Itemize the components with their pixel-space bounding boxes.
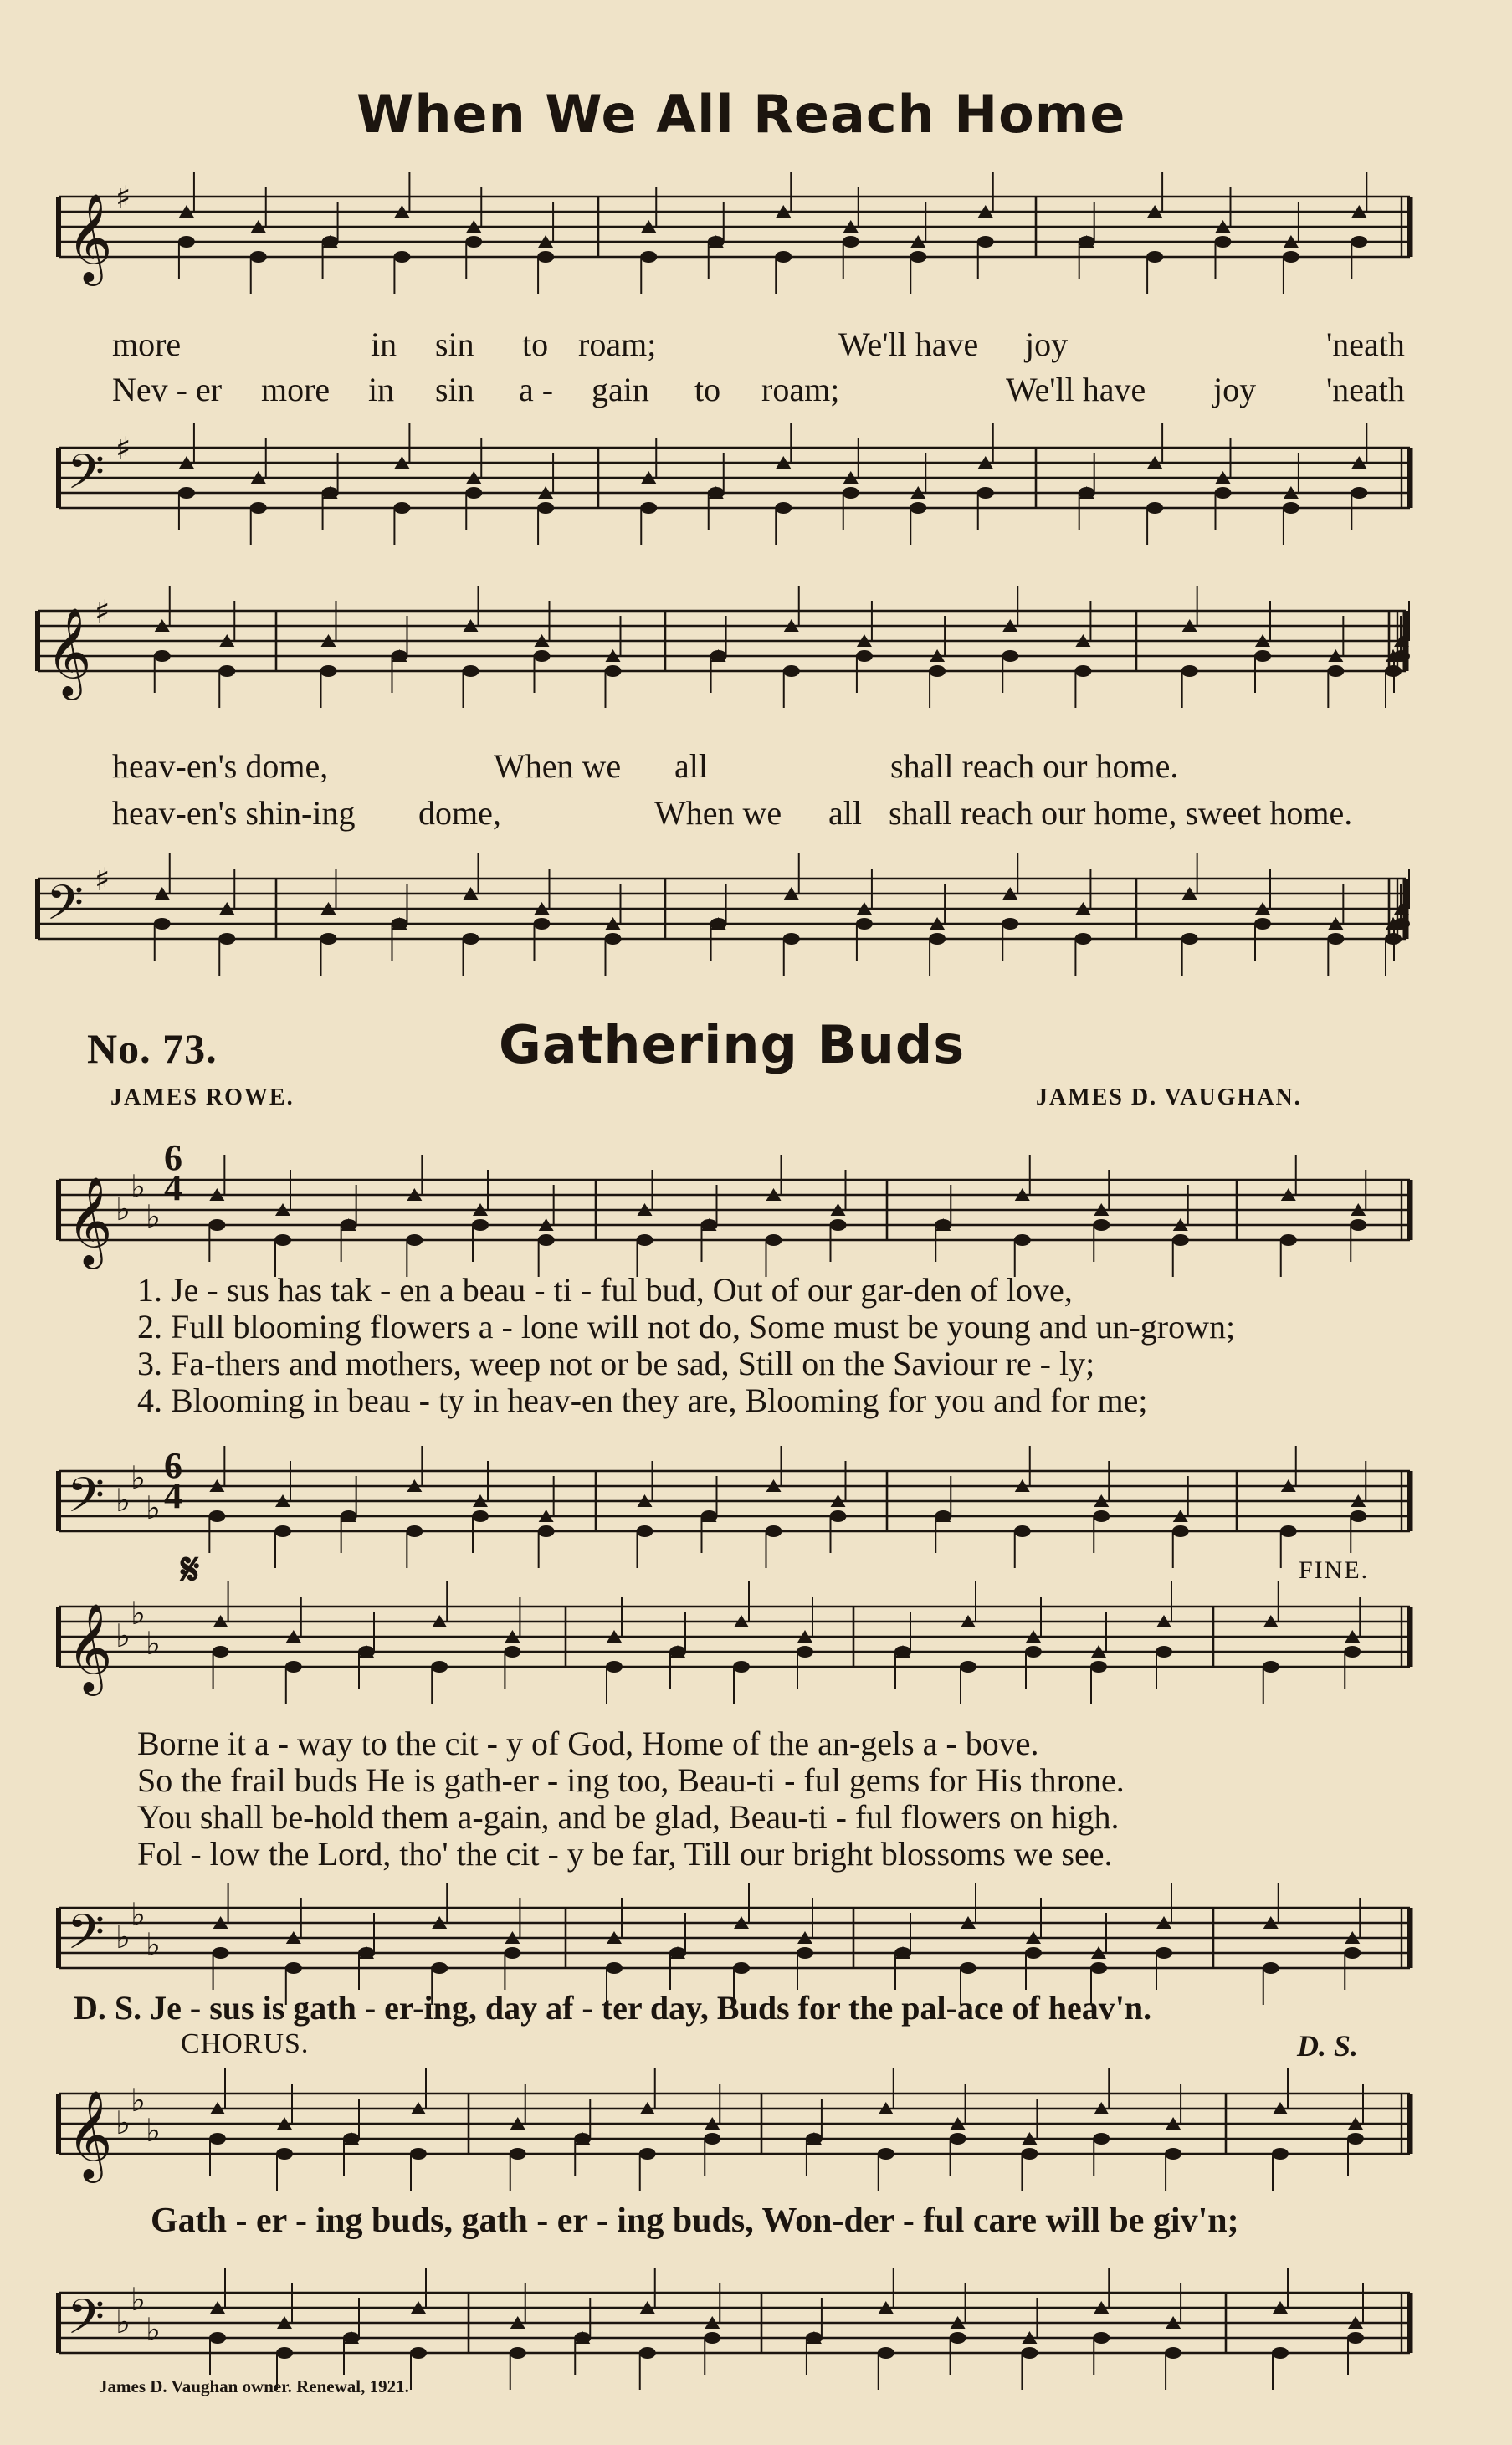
- svg-text:𝄞: 𝄞: [67, 192, 113, 282]
- ds-lyric-line: D. S. Je - sus is gath - er-ing, day af - ter day, Buds for the pal-ace of heav'n.: [74, 1989, 1152, 2027]
- lyricist-credit: JAMES ROWE.: [110, 1084, 295, 1110]
- lyric-syllable: shall reach our home.: [890, 747, 1179, 785]
- verse-line: 1. Je - sus has tak - en a beau - ti - ful bud, Out of our gar-den of love,: [137, 1271, 1073, 1309]
- svg-text:♯: ♯: [115, 430, 131, 467]
- hymn1-title: When We All Reach Home: [356, 84, 1126, 145]
- chorus-treble-staff: [0, 2060, 1512, 2202]
- verse-line: 3. Fa-thers and mothers, weep not or be sad, Still on the Saviour re - ly;: [137, 1345, 1095, 1382]
- verse-line: You shall be-hold them a-gain, and be glad, Beau-ti - ful flowers on high.: [137, 1798, 1120, 1836]
- verse-line: Borne it a - way to the cit - y of God, Home of the an-gels a - bove.: [137, 1725, 1039, 1762]
- verse-line: 4. Blooming in beau - ty in heav-en they are, Blooming for you and for me;: [137, 1381, 1148, 1419]
- hymn1-system2-verse1: [0, 746, 1512, 788]
- svg-text:♭: ♭: [146, 1926, 161, 1963]
- fine-marker: FINE.: [1299, 1556, 1370, 1584]
- svg-text:♭: ♭: [146, 1198, 161, 1235]
- lyric-syllable: Nev - er: [112, 371, 223, 408]
- svg-text:♭: ♭: [131, 1595, 146, 1632]
- composer-credit: JAMES D. VAUGHAN.: [1036, 1084, 1302, 1110]
- lyric-syllable: We'll have: [838, 325, 979, 363]
- lyric-syllable: heav-en's shin-ing: [112, 794, 356, 832]
- time-signature-treble: [164, 1137, 182, 1208]
- svg-text:♭: ♭: [131, 1896, 146, 1933]
- svg-text:♭: ♭: [146, 2112, 161, 2149]
- svg-text:♯: ♯: [95, 861, 110, 898]
- svg-text:𝄢: 𝄢: [46, 874, 85, 943]
- svg-text:𝄞: 𝄞: [46, 607, 92, 696]
- lyric-syllable: 'neath: [1326, 371, 1405, 408]
- lyric-syllable: more: [112, 325, 182, 363]
- svg-text:♭: ♭: [131, 1168, 146, 1205]
- hymn2-system1-treble-staff: [0, 1146, 1512, 1280]
- lyric-syllable: to: [694, 371, 721, 408]
- hymn1-system1-treble-staff: [0, 163, 1512, 305]
- hymn-number: No. 73.: [87, 1025, 218, 1072]
- svg-text:♭: ♭: [115, 2104, 131, 2141]
- lyric-syllable: in: [371, 325, 397, 363]
- time-signature-top: 6: [164, 1445, 182, 1486]
- segno-sign: 𝄋: [181, 1545, 200, 1595]
- svg-text:𝄞: 𝄞: [67, 2089, 113, 2179]
- chorus-bass-staff: [0, 2259, 1512, 2393]
- lyric-syllable: 'neath: [1326, 325, 1405, 363]
- lyric-syllable: more: [261, 371, 331, 408]
- lyric-syllable: joy: [1213, 371, 1257, 408]
- lyric-syllable: roam;: [761, 371, 840, 408]
- svg-text:♭: ♭: [131, 2281, 146, 2318]
- verse-line: So the frail buds He is gath-er - ing too, Beau-ti - ful gems for His throne.: [137, 1761, 1125, 1799]
- hymn2-title: Gathering Buds: [499, 1014, 966, 1075]
- lyric-syllable: in: [368, 371, 395, 408]
- svg-text:♭: ♭: [146, 1489, 161, 1526]
- verse-line: Fol - low the Lord, tho' the cit - y be far, Till our bright blossoms we see.: [137, 1835, 1113, 1873]
- lyric-syllable: sin: [435, 371, 474, 408]
- hymn1-system2-bass-staff: [0, 845, 1512, 987]
- svg-text:♭: ♭: [146, 2311, 161, 2348]
- svg-text:♭: ♭: [131, 2082, 146, 2119]
- svg-text:𝄢: 𝄢: [67, 1904, 105, 1972]
- svg-text:♭: ♭: [115, 2304, 131, 2340]
- lyric-syllable: When we: [654, 794, 782, 832]
- hymn1-system1-verse2: [0, 370, 1512, 412]
- time-signature-bottom: 4: [164, 1475, 182, 1516]
- hymn1-system1-verse1: [0, 325, 1512, 366]
- svg-text:♭: ♭: [115, 1482, 131, 1519]
- svg-text:♭: ♭: [115, 1919, 131, 1955]
- svg-text:𝄢: 𝄢: [67, 1467, 105, 1535]
- lyric-syllable: all: [674, 747, 708, 785]
- svg-text:𝄢: 𝄢: [67, 443, 105, 512]
- svg-text:𝄞: 𝄞: [67, 1602, 113, 1692]
- svg-text:♭: ♭: [146, 1625, 161, 1662]
- lyric-syllable: heav-en's dome,: [112, 747, 329, 785]
- lyric-syllable: shall reach our home, sweet home.: [889, 794, 1353, 832]
- verses-line1: [137, 1270, 1235, 1417]
- hymn2-system1-bass-staff: [0, 1438, 1512, 1571]
- lyric-syllable: all: [828, 794, 862, 832]
- hymn2-system2-treble-staff: [0, 1573, 1512, 1707]
- ds-marker: D. S.: [1297, 2029, 1359, 2063]
- svg-text:♯: ♯: [95, 593, 110, 630]
- chorus-label: CHORUS.: [181, 2028, 310, 2059]
- lyric-syllable: When we: [494, 747, 622, 785]
- chorus-lyric-line: Gath - er - ing buds, gath - er - ing buds, Won-der - ful care will be giv'n;: [151, 2202, 1239, 2240]
- lyric-syllable: roam;: [578, 325, 657, 363]
- hymn1-system2-verse2: [0, 793, 1512, 835]
- hymn1-system1-bass-staff: [0, 414, 1512, 556]
- svg-text:♭: ♭: [115, 1617, 131, 1654]
- lyric-syllable: to: [522, 325, 549, 363]
- lyric-syllable: dome,: [418, 794, 501, 832]
- svg-text:♯: ♯: [115, 179, 131, 216]
- verses-line2: [137, 1724, 1125, 1871]
- copyright-footer: James D. Vaughan owner. Renewal, 1921.: [99, 2376, 409, 2396]
- lyric-syllable: sin: [435, 325, 474, 363]
- time-signature-bottom: 4: [164, 1167, 182, 1208]
- time-signature-top: 6: [164, 1137, 182, 1178]
- svg-text:♭: ♭: [115, 1191, 131, 1228]
- hymn1-system2-treble-staff: [0, 577, 1512, 720]
- svg-text:𝄞: 𝄞: [67, 1176, 113, 1265]
- svg-text:𝄢: 𝄢: [67, 2289, 105, 2357]
- time-signature-bass: [164, 1445, 182, 1516]
- lyric-syllable: a -: [519, 371, 554, 408]
- svg-text:♭: ♭: [131, 1459, 146, 1496]
- lyric-syllable: We'll have: [1006, 371, 1146, 408]
- lyric-syllable: joy: [1025, 325, 1069, 363]
- verse-line: 2. Full blooming flowers a - lone will not do, Some must be young and un-grown;: [137, 1308, 1236, 1346]
- lyric-syllable: gain: [592, 371, 649, 408]
